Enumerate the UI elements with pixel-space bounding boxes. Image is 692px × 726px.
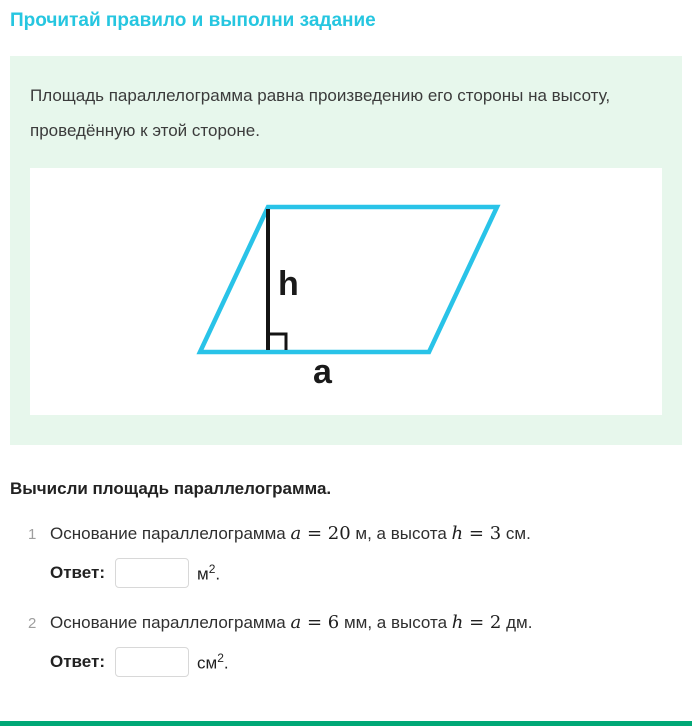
task-heading: Вычисли площадь параллелограмма. [10, 479, 332, 498]
var-h: h [451, 523, 464, 544]
next-section-divider [0, 721, 692, 726]
var-h: h [451, 612, 464, 633]
unit-exponent: 2 [217, 650, 224, 665]
answer-input-2[interactable] [115, 647, 189, 677]
unit-period: . [215, 564, 221, 584]
statement-prefix: Основание параллелограмма [50, 613, 286, 632]
statement-tail: дм. [506, 613, 533, 632]
height-value: 3 [489, 523, 502, 544]
unit-base: см [197, 653, 218, 673]
height-label: h [278, 265, 299, 303]
item-number: 2 [28, 615, 37, 632]
formula-height [452, 612, 502, 633]
height-value: 2 [489, 612, 502, 633]
unit-period: . [223, 653, 229, 673]
task-item-1 [0, 523, 692, 588]
item-statement [50, 523, 531, 544]
answer-label: Ответ: [50, 563, 105, 582]
answer-unit [197, 562, 220, 585]
equals-sign: = [469, 612, 485, 633]
task-item-2 [0, 612, 692, 677]
rule-panel [10, 56, 682, 445]
statement-middle: м, а высота [355, 524, 447, 543]
statement-middle: мм, а высота [343, 613, 448, 632]
item-statement [50, 612, 532, 633]
base-value: 20 [327, 523, 351, 544]
var-a: a [290, 523, 302, 544]
answer-row-1 [50, 558, 692, 588]
statement-prefix: Основание параллелограмма [50, 524, 286, 543]
parallelogram-diagram [30, 168, 662, 415]
answer-unit [197, 651, 229, 674]
formula-base [290, 612, 339, 633]
rule-text: Площадь параллелограмма равна произведению его стороны на высоту, проведённую к этой стороне. [30, 86, 611, 140]
answer-row-2 [50, 647, 692, 677]
answer-input-1[interactable] [115, 558, 189, 588]
right-angle-mark [268, 334, 286, 350]
page-title: Прочитай правило и выполни задание [10, 10, 376, 31]
item-number: 1 [28, 526, 37, 543]
base-label: a [313, 353, 332, 391]
base-value: 6 [327, 612, 340, 633]
formula-base [290, 523, 350, 544]
var-a: a [290, 612, 302, 633]
parallelogram-shape [200, 207, 497, 352]
formula-height [452, 523, 502, 544]
parallelogram-svg [30, 168, 662, 415]
unit-exponent: 2 [208, 561, 216, 576]
unit-base: м [197, 564, 209, 584]
equals-sign: = [468, 523, 484, 544]
statement-tail: см. [505, 524, 531, 543]
equals-sign: = [306, 612, 323, 633]
equals-sign: = [306, 523, 323, 544]
answer-label: Ответ: [50, 652, 105, 671]
